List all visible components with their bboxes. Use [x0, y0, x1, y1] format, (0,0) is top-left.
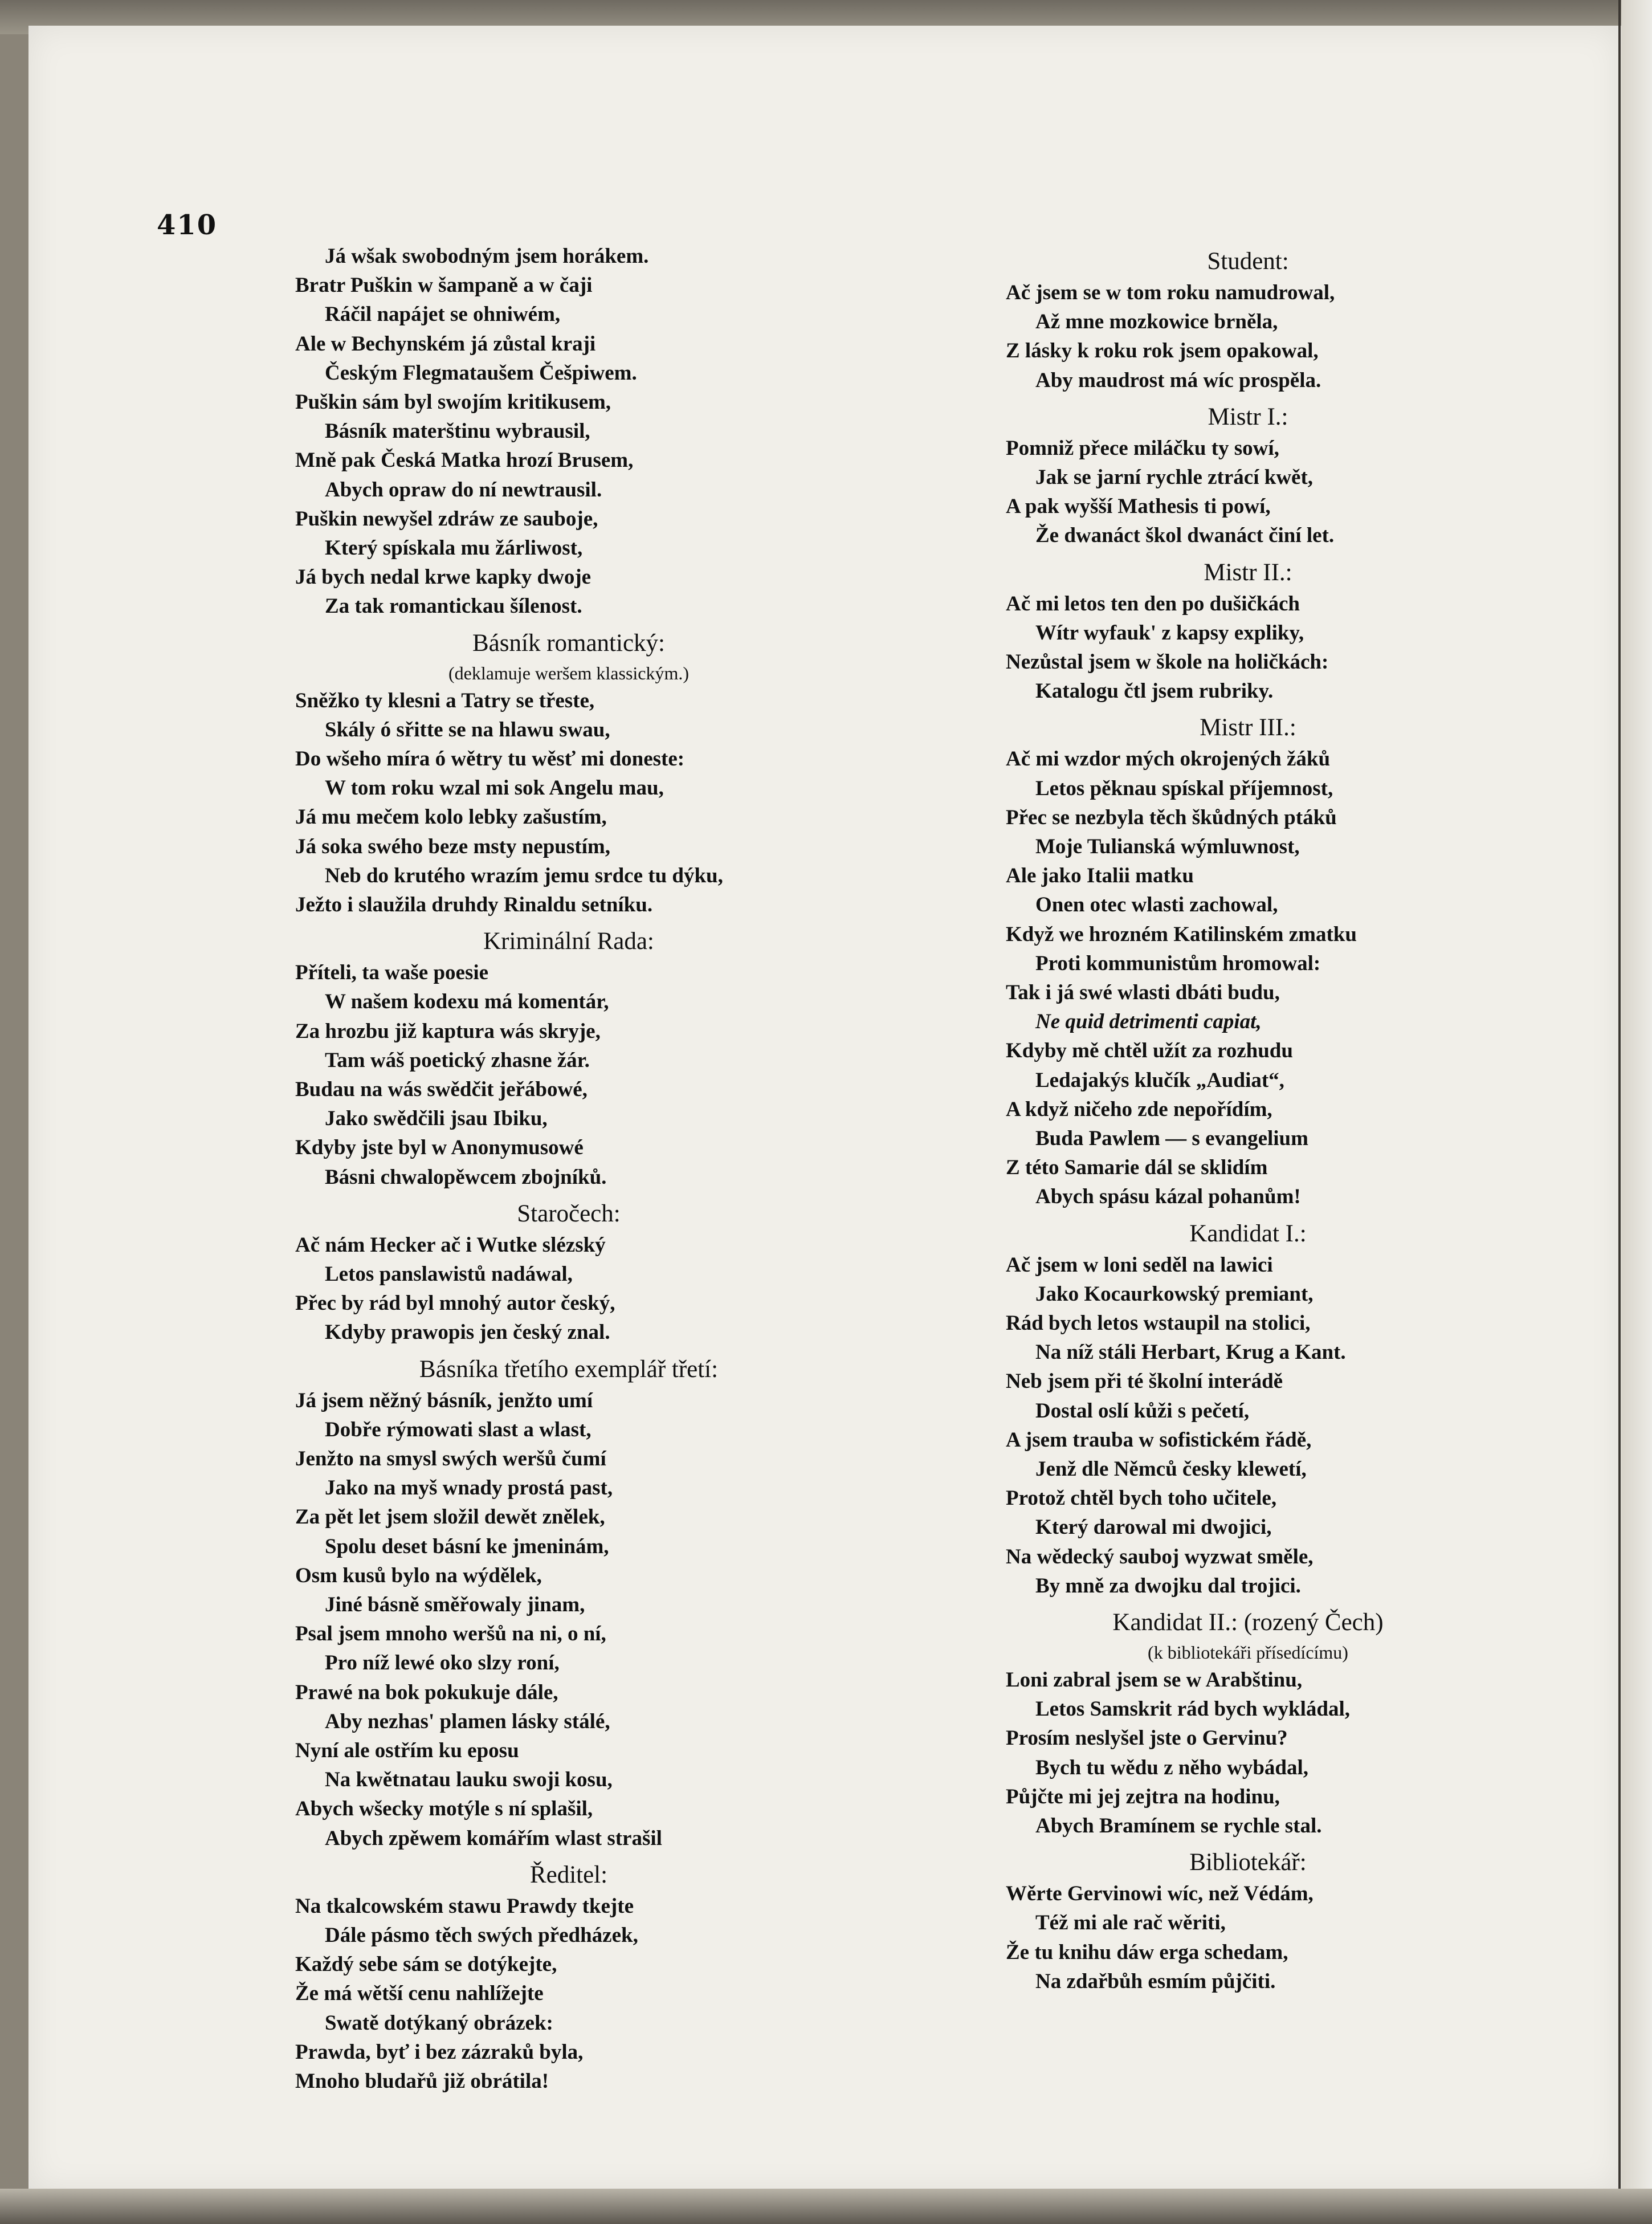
verse-line: Prosím neslyšel jste o Gervinu? [1006, 1726, 1288, 1750]
verse-line: Protož chtěl bych toho učitele, [1006, 1486, 1277, 1510]
speaker-heading: Mistr I.: [1208, 403, 1288, 430]
verse-line: Českým Flegmataušem Češpiwem. [325, 361, 637, 385]
verse-line: Skály ó sřitte se na hlawu swau, [325, 718, 610, 742]
verse-line: Ježto i slaužila druhdy Rinaldu setníku. [295, 893, 653, 917]
verse-line: Bych tu wědu z něho wybádal, [1035, 1755, 1309, 1779]
verse-line: Osm kusů bylo na wýdělek, [295, 1563, 542, 1587]
verse-line: Ne quid detrimenti capiat, [1035, 1010, 1262, 1034]
verse-line: Jenžto na smysl swých weršů čumí [295, 1447, 606, 1471]
verse-line: Neb jsem při té školní interádě [1006, 1370, 1283, 1394]
verse-line: Abych Bramínem se rychle stal. [1035, 1814, 1322, 1838]
verse-line: Aby nezhas' plamen lásky stálé, [325, 1709, 610, 1733]
speaker-heading: Mistr III.: [1200, 714, 1296, 742]
verse-line: Bratr Puškin w šampaně a w čaji [295, 274, 593, 298]
verse-line: Mně pak Česká Matka hrozí Brusem, [295, 449, 634, 473]
verse-line: W tom roku wzal mi sok Angelu mau, [325, 776, 664, 800]
verse-line: Wěrte Gervinowi wíc, než Védám, [1006, 1882, 1314, 1906]
verse-line: Swatě dotýkaný obrázek: [325, 2011, 553, 2035]
verse-line: Básni chwalopěwcem zbojníků. [325, 1165, 607, 1189]
verse-line: Kdyby prawopis jen český znal. [325, 1321, 610, 1345]
verse-line: Jiné básně směřowaly jinam, [325, 1593, 585, 1616]
speaker-heading: Staročech: [517, 1200, 621, 1227]
verse-line: Moje Tulianská wýmluwnost, [1035, 835, 1300, 858]
verse-line: Abych opraw do ní newtrausil. [325, 478, 602, 502]
verse-line: Puškin sám byl swojím kritikusem, [295, 390, 611, 414]
verse-line: Buda Pawlem — s evangelium [1035, 1127, 1308, 1150]
verse-line: Abych spásu kázal pohanům! [1035, 1185, 1301, 1209]
verse-line: Ledajakýs klučík „Audiat“, [1035, 1068, 1284, 1092]
verse-line: Půjčte mi jej zejtra na hodinu, [1006, 1785, 1280, 1808]
speaker-heading: Básníka třetího exemplář třetí: [419, 1355, 719, 1383]
verse-line: Přec se nezbyla těch škůdných ptáků [1006, 805, 1337, 829]
verse-line: Za pět let jsem složil dewět znělek, [295, 1505, 605, 1529]
verse-line: Ač mi wzdor mých okrojených žáků [1006, 747, 1331, 771]
verse-line: Nezůstal jsem w škole na holičkách: [1006, 650, 1329, 674]
verse-line: Kdyby mě chtěl užít za rozhudu [1006, 1039, 1293, 1063]
verse-line: Abych zpěwem komářím wlast strašil [325, 1826, 662, 1850]
verse-line: Ale w Bechynském já zůstal kraji [295, 332, 596, 356]
verse-line: Který darowal mi dwojici, [1035, 1516, 1272, 1539]
verse-line: Letos panslawistů nadáwal, [325, 1262, 573, 1286]
verse-line: W našem kodexu má komentár, [325, 990, 609, 1014]
verse-line: Budau na wás swědčit jeřábowé, [295, 1078, 588, 1101]
verse-line: Pomniž přece miláčku ty sowí, [1006, 436, 1279, 460]
verse-line: Neb do krutého wrazím jemu srdce tu dýku, [325, 863, 723, 887]
verse-line: Mnoho bludařů již obrátila! [295, 2070, 549, 2093]
verse-line: Na tkalcowském stawu Prawdy tkejte [295, 1894, 634, 1918]
verse-line: Rád bych letos wstaupil na stolici, [1006, 1311, 1311, 1335]
verse-line: Jenž dle Němců česky klewetí, [1035, 1457, 1307, 1481]
speaker-heading: Student: [1207, 248, 1289, 275]
verse-line: Za tak romantickau šílenost. [325, 594, 582, 618]
verse-line: By mně za dwojku dal trojici. [1035, 1574, 1301, 1598]
verse-line: Já soka swého beze msty nepustím, [295, 834, 610, 858]
verse-line: Prawé na bok pokukuje dále, [295, 1680, 558, 1704]
stage-direction: (k bibliotekáři přísedícímu) [1148, 1642, 1348, 1663]
verse-line: Sněžko ty klesni a Tatry se třeste, [295, 689, 595, 712]
verse-line: Já wšak swobodným jsem horákem. [325, 245, 649, 268]
page-fold [1618, 0, 1621, 2224]
page-number: 410 [157, 209, 218, 241]
book-page [28, 26, 1621, 2192]
verse-line: Ač jsem w loni seděl na lawici [1006, 1253, 1273, 1277]
verse-line: Spolu deset básní ke jmeninám, [325, 1534, 609, 1558]
verse-line: Dobře rýmowati slast a wlast, [325, 1418, 592, 1441]
speaker-heading: Kandidat II.: (rozený Čech) [1112, 1609, 1384, 1636]
verse-line: Onen otec wlasti zachowal, [1035, 893, 1278, 917]
verse-line: Ač mi letos ten den po dušičkách [1006, 592, 1300, 616]
speaker-heading: Bibliotekář: [1189, 1849, 1307, 1876]
verse-line: Z lásky k roku rok jsem opakowal, [1006, 339, 1319, 363]
verse-line: Na zdařbůh esmím půjčiti. [1035, 1969, 1276, 1993]
verse-line: Jako Kocaurkowský premiant, [1035, 1282, 1314, 1306]
verse-line: Prawda, byť i bez zázraků byla, [295, 2040, 584, 2064]
verse-line: Já bych nedal krwe kapky dwoje [295, 565, 592, 589]
speaker-heading: Básník romantický: [472, 629, 665, 657]
verse-line: Ač nám Hecker ač i Wutke slézský [295, 1233, 606, 1257]
verse-line: Psal jsem mnoho weršů na ni, o ní, [295, 1622, 606, 1646]
verse-line: Puškin newyšel zdráw ze sauboje, [295, 507, 598, 531]
verse-line: Za hrozbu již kaptura wás skryje, [295, 1019, 601, 1043]
verse-line: Do wšeho míra ó wětry tu wěsť mi doneste: [295, 747, 685, 771]
speaker-heading: Ředitel: [529, 1861, 608, 1888]
verse-line: Jako swědčili jsau Ibiku, [325, 1107, 548, 1131]
verse-line: Z této Samarie dál se sklidím [1006, 1156, 1268, 1180]
verse-line: A když ničeho zde nepořídím, [1006, 1097, 1272, 1121]
next-page-edge [1621, 0, 1652, 2224]
verse-line: Který spískala mu žárliwost, [325, 536, 583, 560]
verse-line: Dostal oslí kůži s pečetí, [1035, 1399, 1250, 1423]
verse-line: Ráčil napájet se ohniwém, [325, 303, 561, 327]
verse-line: Pro níž lewé oko slzy roní, [325, 1651, 560, 1675]
verse-line: Přec by rád byl mnohý autor český, [295, 1292, 615, 1315]
verse-line: Ale jako Italii matku [1006, 864, 1194, 888]
verse-line: Na kwětnatau lauku swoji kosu, [325, 1768, 613, 1792]
verse-line: Loni zabral jsem se w Arabštinu, [1006, 1668, 1303, 1692]
verse-line: Na wědecký sauboj wyzwat směle, [1006, 1545, 1314, 1569]
verse-line: Aby maudrost má wíc prospěla. [1035, 368, 1321, 392]
verse-line: A jsem trauba w sofistickém řádě, [1006, 1428, 1312, 1452]
verse-line: Až mne mozkowice brněla, [1035, 310, 1278, 334]
verse-line: Já jsem něžný básník, jenžto umí [295, 1388, 593, 1412]
speaker-heading: Kriminální Rada: [483, 928, 654, 955]
verse-line: Každý sebe sám se dotýkejte, [295, 1953, 557, 1977]
verse-line: Že má wětší cenu nahlížejte [295, 1982, 544, 2006]
verse-line: Abych wšecky motýle s ní splašil, [295, 1797, 593, 1821]
verse-line: Proti kommunistům hromowal: [1035, 951, 1321, 975]
verse-line: Letos Samskrit rád bych wykládal, [1035, 1697, 1350, 1721]
scan-bottom-edge [0, 2189, 1652, 2224]
verse-line: Wítr wyfauk' z kapsy expliky, [1035, 621, 1304, 645]
verse-line: Katalogu čtl jsem rubriky. [1035, 679, 1274, 703]
verse-line: Příteli, ta waše poesie [295, 961, 489, 985]
verse-line: Básník materštinu wybrausil, [325, 419, 590, 443]
verse-line: Ač jsem se w tom roku namudrowal, [1006, 281, 1335, 304]
verse-line: Já mu mečem kolo lebky zašustím, [295, 805, 607, 829]
verse-line: Že dwanáct škol dwanáct činí let. [1035, 524, 1335, 548]
verse-line: Jako na myš wnady prostá past, [325, 1476, 613, 1500]
verse-line: Jak se jarní rychle ztrácí kwět, [1035, 466, 1314, 489]
verse-line: Nyní ale ostřím ku eposu [295, 1739, 519, 1762]
stage-direction: (deklamuje weršem klassickým.) [448, 662, 690, 683]
verse-line: Že tu knihu dáw erga schedam, [1006, 1940, 1288, 1964]
verse-line: Když we hrozném Katilinském zmatku [1006, 922, 1357, 946]
verse-line: A pak wyšší Mathesis ti powí, [1006, 495, 1271, 519]
verse-line: Dále pásmo těch swých předházek, [325, 1924, 638, 1947]
verse-line: Kdyby jste byl w Anonymusowé [295, 1136, 584, 1160]
verse-line: Též mi ale rač wěriti, [1035, 1911, 1226, 1935]
speaker-heading: Mistr II.: [1204, 559, 1292, 586]
verse-line: Tak i já swé wlasti dbáti budu, [1006, 981, 1280, 1004]
verse-line: Na níž stáli Herbart, Krug a Kant. [1035, 1341, 1346, 1364]
speaker-heading: Kandidat I.: [1189, 1220, 1307, 1247]
verse-line: Letos pěknau spískal příjemnost, [1035, 776, 1333, 800]
verse-line: Tam wáš poetický zhasne žár. [325, 1048, 590, 1072]
